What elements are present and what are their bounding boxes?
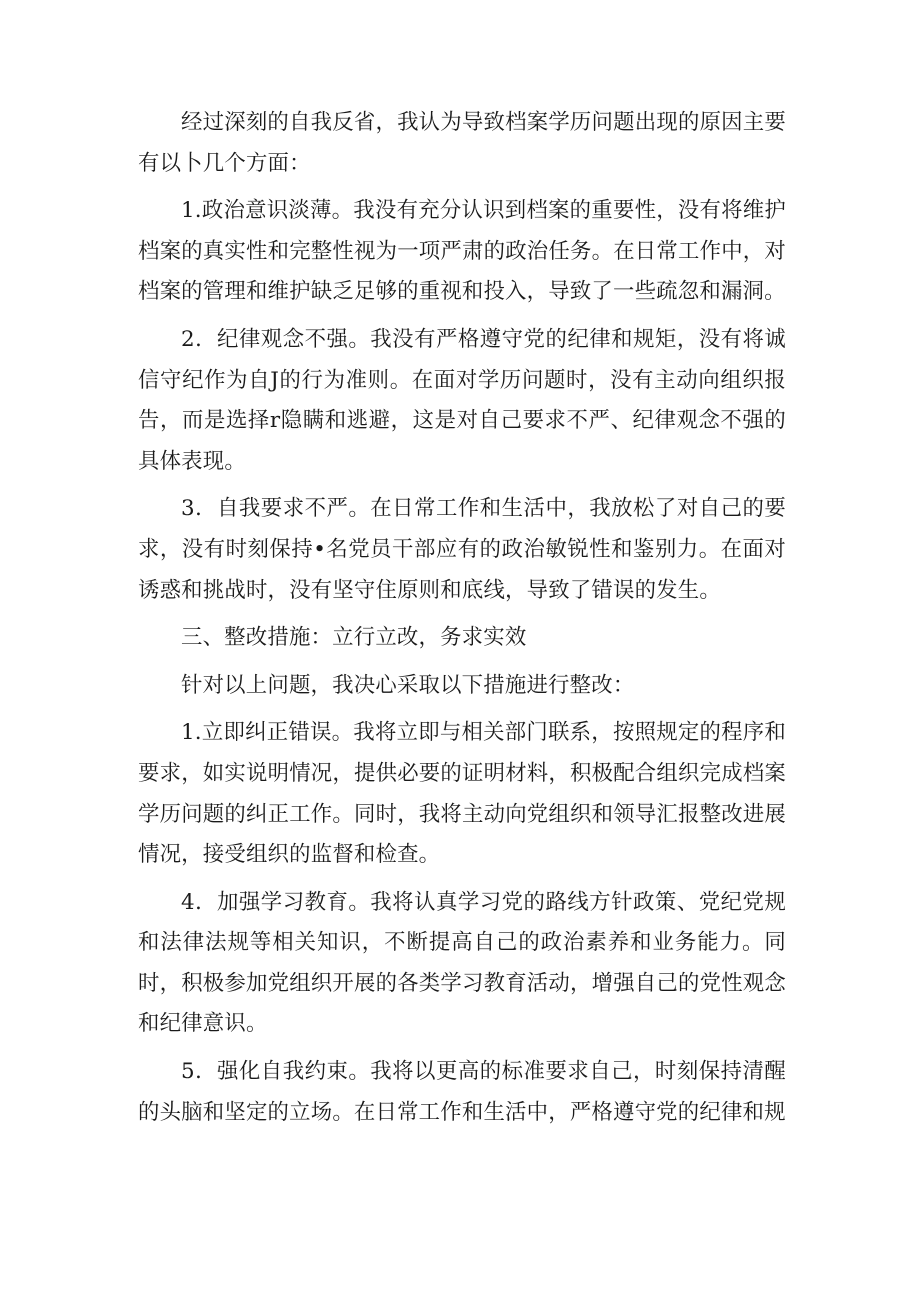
paragraph-cause-1: 1.政治意识淡薄。我没有充分认识到档案的重要性，没有将维护档案的真实性和完整性视为一项严肃的政治任务。在日常工作中，对档案的管理和维护缺乏足够的重视和投入，导致了一些疏忽和漏洞。 xyxy=(138,198,786,305)
paragraph-measure-5: 5．强化自我约束。我将以更高的标准要求自己，时刻保持清醒的头脑和坚定的立场。在日常工作和生活中，严格遵守党的纪律和规 xyxy=(138,1059,786,1125)
section-heading-rectification: 三、整改措施：立行立改，务求实效 xyxy=(181,625,527,651)
paragraph-measure-4: 4．加强学习教育。我将认真学习党的路线方针政策、党纪党规和法律法规等相关知识，不断提高自己的政治素养和业务能力。同时，积极参加党组织开展的各类学习教育活动，增强自己的党性观念和纪律意识。 xyxy=(138,889,786,1037)
paragraph-cause-intro: 经过深刻的自我反省，我认为导致档案学历问题出现的原因主要有以卜几个方面： xyxy=(138,110,786,176)
paragraph-measure-1: 1.立即纠正错误。我将立即与相关部门联系，按照规定的程序和要求，如实说明情况，提供必要的证明材料，积极配合组织完成档案学历问题的纠正工作。同时，我将主动向党组织和领导汇报整改进展情况，接受组织的监督和检查。 xyxy=(138,720,786,868)
paragraph-measures-intro: 针对以上问题，我决心采取以下措施进行整改： xyxy=(181,672,635,698)
document-body xyxy=(138,103,786,1133)
paragraph-cause-3: 3．自我要求不严。在日常工作和生活中，我放松了对自己的要求，没有时刻保持•名党员干部应有的政治敏锐性和鉴别力。在面对诱惑和挑战时，没有坚守住原则和底线，导致了错误的发生。 xyxy=(138,496,786,603)
paragraph-cause-2: 2．纪律观念不强。我没有严格遵守党的纪律和规矩，没有将诚信守纪作为自J的行为准则。在面对学历问题时，没有主动向组织报告，而是选择r隐瞒和逃避，这是对自己要求不严、纪律观念不强的具体表现。 xyxy=(138,326,786,474)
